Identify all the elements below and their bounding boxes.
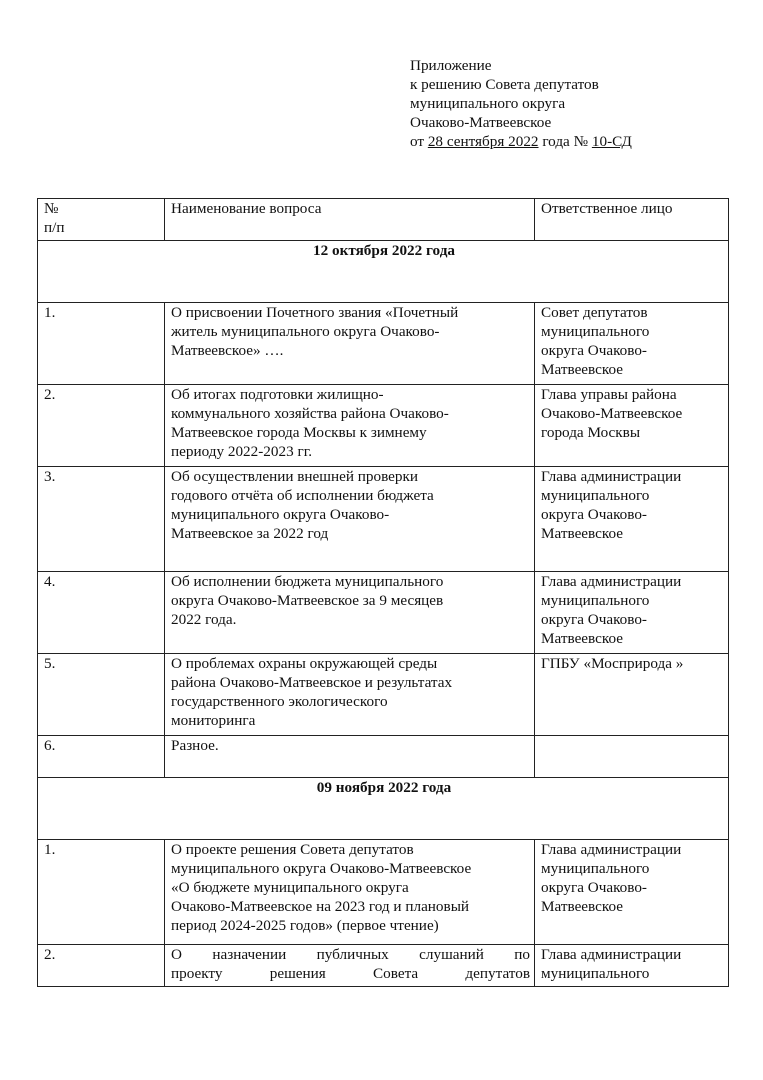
table-row [38,572,729,654]
row-question: Об осуществлении внешней проверки годового отчёта об исполнении бюджета муниципального округа Очаково- Матвеевское за 2022 год [165,467,535,572]
appendix-line: муниципального округа [410,95,566,112]
header-num-line2: п/п [44,219,65,236]
table-row [38,654,729,736]
header-question: Наименование вопроса [165,199,535,241]
header-num-line1: № [44,200,59,217]
row-num: 2. [38,385,165,467]
row-num: 1. [38,303,165,385]
row-question: Разное. [165,736,535,778]
section-date: 12 октября 2022 года [38,241,729,303]
table-row [38,303,729,385]
row-responsible: Глава администрации муниципального округа Очаково- Матвеевское [535,840,729,945]
row-responsible: ГПБУ «Мосприрода » [535,654,729,736]
row-responsible: Глава администрации муниципального [535,945,729,987]
row-question: О присвоении Почетного звания «Почетный житель муниципального округа Очаково- Матвеевское» …. [165,303,535,385]
row-num: 2. [38,945,165,987]
row-question: Об исполнении бюджета муниципального округа Очаково-Матвеевское за 9 месяцев 2022 года. [165,572,535,654]
appendix-header [410,56,750,151]
table-header-row [38,199,729,241]
row-num: 4. [38,572,165,654]
row-responsible [535,736,729,778]
row-responsible: Глава управы района Очаково-Матвеевское города Москвы [535,385,729,467]
row-question: О назначении публичных слушаний по проекту решения Совета депутатов [165,945,535,987]
section-date-row [38,241,729,303]
row-responsible: Совет депутатов муниципального округа Очаково- Матвеевское [535,303,729,385]
table-row [38,736,729,778]
row-question: О проблемах охраны окружающей среды района Очаково-Матвеевское и результатах государственного экологического мониторинга [165,654,535,736]
header-num [38,199,165,241]
agenda-table [37,198,729,987]
row-question: Об итогах подготовки жилищно- коммунального хозяйства района Очаково- Матвеевское города Москвы к зимнему периоду 2022-2023 гг. [165,385,535,467]
appendix-title: Приложение [410,57,492,74]
table-row [38,385,729,467]
decision-date: 28 сентября 2022 [427,133,539,150]
date-middle: года № [538,133,592,150]
table-row [38,467,729,572]
table-row [38,945,729,987]
table-row [38,840,729,945]
section-date-row [38,778,729,840]
appendix-line: к решению Совета депутатов [410,76,599,93]
appendix-date-line [410,132,750,151]
appendix-line: Очаково-Матвеевское [410,114,552,131]
row-question: О проекте решения Совета депутатов муниципального округа Очаково-Матвеевское «О бюджете муниципального округа Очаково-Матвеевское на 2023 год и плановый период 2024-2025 годов» (первое чтение) [165,840,535,945]
date-prefix: от [410,133,428,150]
row-responsible: Глава администрации муниципального округа Очаково- Матвеевское [535,467,729,572]
section-date: 09 ноября 2022 года [38,778,729,840]
decision-number: 10-СД [591,133,632,150]
row-responsible: Глава администрации муниципального округа Очаково- Матвеевское [535,572,729,654]
row-num: 5. [38,654,165,736]
row-num: 3. [38,467,165,572]
row-num: 1. [38,840,165,945]
header-responsible: Ответственное лицо [535,199,729,241]
row-num: 6. [38,736,165,778]
